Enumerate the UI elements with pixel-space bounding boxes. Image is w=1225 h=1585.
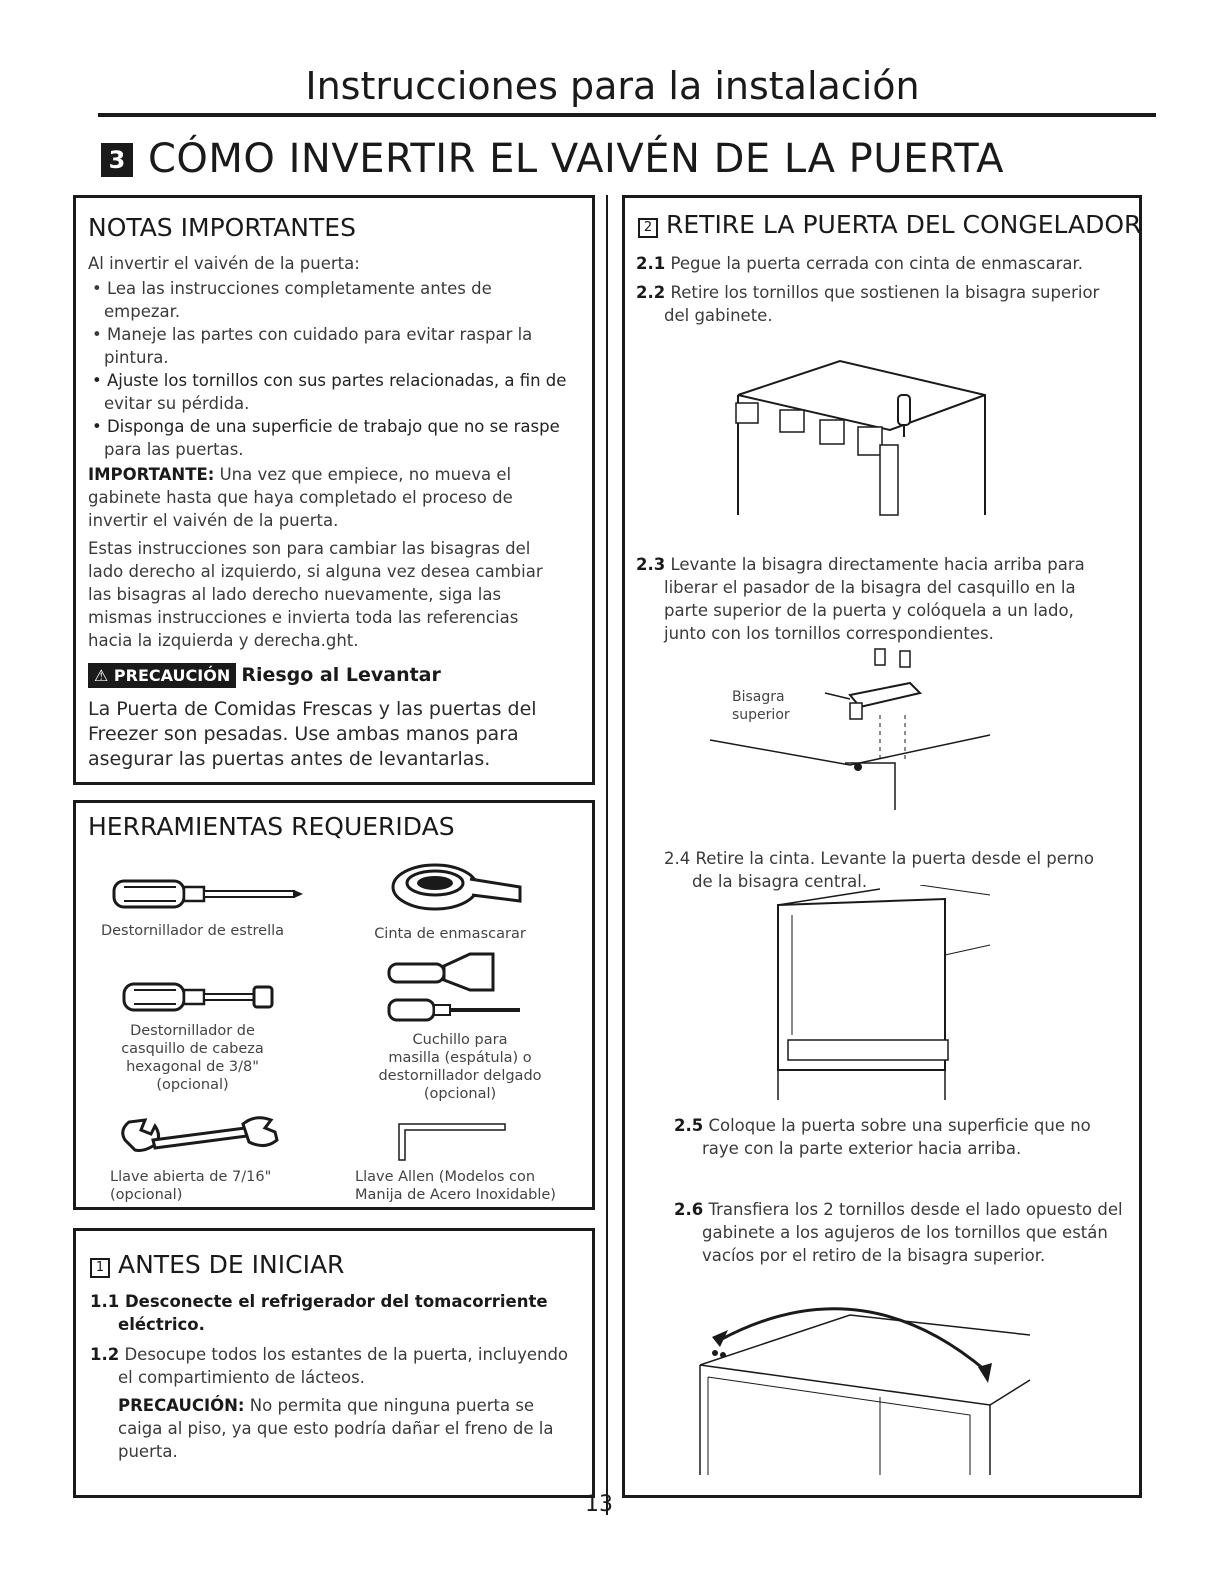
caution-title: Riesgo al Levantar xyxy=(241,664,441,686)
label-line: (opcional) xyxy=(423,1086,497,1102)
step-number-box: 1 xyxy=(90,1258,110,1278)
notas-bullet-line: empezar. xyxy=(104,302,181,321)
step-line: de la bisagra central. xyxy=(692,872,868,891)
door-lift-illustration xyxy=(770,885,1000,1100)
step-line: eléctrico. xyxy=(118,1315,205,1334)
step-1-1 xyxy=(90,1290,585,1336)
step-line: Desconecte el refrigerador del tomacorriente xyxy=(119,1292,548,1311)
step-line: raye con la parte exterior hacia arriba. xyxy=(702,1139,1022,1158)
notas-bullet-line: • Lea las instrucciones completamente antes de xyxy=(92,279,492,298)
hinge-label-line: superior xyxy=(732,707,790,723)
nut-driver-icon xyxy=(120,980,280,1016)
tool-label-putty xyxy=(340,1031,580,1103)
important-label: IMPORTANTE: xyxy=(88,465,215,484)
step-line: liberar el pasador de la bisagra del casquillo en la xyxy=(664,578,1076,597)
notas-bullet-line: • Disponga de una superficie de trabajo que no se raspe xyxy=(92,417,560,436)
section-number-badge: 3 xyxy=(101,143,133,177)
notas-bullet-line: para las puertas. xyxy=(104,440,244,459)
step-line: junto con los tornillos correspondientes. xyxy=(664,624,994,643)
notas-bullet-line: evitar su pérdida. xyxy=(104,394,250,413)
tool-label-allen xyxy=(355,1168,585,1204)
header-rule xyxy=(98,113,1156,117)
prec-line: puerta. xyxy=(118,1442,178,1461)
step-2-6 xyxy=(674,1198,1134,1267)
open-wrench-icon xyxy=(115,1110,285,1160)
step-line: el compartimiento de lácteos. xyxy=(118,1368,365,1387)
step-2-1 xyxy=(636,252,1131,275)
caution-line: La Puerta de Comidas Frescas y las puertas del xyxy=(88,698,537,720)
tool-label-wrench xyxy=(110,1168,310,1204)
notas-important xyxy=(88,463,588,532)
para-line: hacia la izquierda y derecha.ght. xyxy=(88,631,359,650)
caution-badge-text: PRECAUCIÓN xyxy=(113,666,231,685)
notas-bullet-list xyxy=(88,277,588,461)
step-line: 2.4 Retire la cinta. Levante la puerta desde el perno xyxy=(664,849,1094,868)
antes-title-text: ANTES DE INICIAR xyxy=(118,1250,345,1279)
step-line: gabinete a los agujeros de los tornillos que están xyxy=(702,1223,1108,1242)
label-line: hexagonal de 3/8" xyxy=(126,1059,259,1075)
step-number: 2.3 xyxy=(636,555,666,574)
phillips-screwdriver-icon xyxy=(110,875,305,915)
step-line: Levante la bisagra directamente hacia arriba para xyxy=(665,555,1085,574)
label-line: Llave abierta de 7/16" xyxy=(110,1169,272,1185)
retire-title xyxy=(638,210,1141,239)
para-line: mismas instrucciones e invierta toda las referencias xyxy=(88,608,519,627)
notas-paragraph xyxy=(88,537,588,652)
retire-title-text: RETIRE LA PUERTA DEL CONGELADOR xyxy=(666,210,1142,239)
step-line: vacíos por el retiro de la bisagra superior. xyxy=(702,1246,1046,1265)
label-line: destornillador delgado xyxy=(378,1068,542,1084)
column-divider xyxy=(606,195,608,1515)
notas-intro: Al invertir el vaivén de la puerta: xyxy=(88,254,360,273)
hinge-lift-illustration xyxy=(700,645,1000,810)
para-line: Estas instrucciones son para cambiar las bisagras del xyxy=(88,539,531,558)
putty-knife-icon xyxy=(385,950,535,1030)
allen-key-icon xyxy=(395,1120,510,1165)
notas-title: NOTAS IMPORTANTES xyxy=(88,213,356,242)
step-line: Coloque la puerta sobre una superficie que no xyxy=(703,1116,1091,1135)
notas-bullet-line: pintura. xyxy=(104,348,169,367)
important-line: gabinete hasta que haya completado el proceso de xyxy=(88,488,513,507)
step-line: Desocupe todos los estantes de la puerta, incluyendo xyxy=(119,1345,569,1364)
step-2-3 xyxy=(636,553,1131,645)
tool-label-tape: Cinta de enmascarar xyxy=(374,926,526,942)
tool-label-nutdriver xyxy=(80,1022,305,1094)
prec-line: No permita que ninguna puerta se xyxy=(244,1396,535,1415)
caution-text xyxy=(88,697,588,772)
label-line: Destornillador de xyxy=(130,1023,255,1039)
step-number: 2.2 xyxy=(636,283,666,302)
label-line: Llave Allen (Modelos con xyxy=(355,1169,536,1185)
caution-line: Freezer son pesadas. Use ambas manos para xyxy=(88,723,519,745)
hinge-label xyxy=(732,688,812,724)
notas-bullet-line: • Ajuste los tornillos con sus partes relacionadas, a fin de xyxy=(92,371,567,390)
notas-bullet-line: • Maneje las partes con cuidado para evitar raspar la xyxy=(92,325,533,344)
step-line: del gabinete. xyxy=(664,306,773,325)
hinge-tape-illustration xyxy=(730,355,990,525)
label-line: casquillo de cabeza xyxy=(121,1041,264,1057)
step-number: 2.1 xyxy=(636,254,666,273)
section-title: CÓMO INVERTIR EL VAIVÉN DE LA PUERTA xyxy=(148,136,1004,182)
tool-label-phillips: Destornillador de estrella xyxy=(100,923,285,939)
caution-badge: ⚠ PRECAUCIÓN xyxy=(88,663,236,688)
caution-row xyxy=(88,664,441,686)
para-line: lado derecho al izquierdo, si alguna vez desea cambiar xyxy=(88,562,543,581)
step-number: 1.1 xyxy=(90,1292,120,1311)
step-number: 2.6 xyxy=(674,1200,704,1219)
important-line: Una vez que empiece, no mueva el xyxy=(214,465,512,484)
label-line: Manija de Acero Inoxidable) xyxy=(355,1187,556,1203)
prec-label: PRECAUCIÓN: xyxy=(118,1396,245,1415)
label-line: Cuchillo para xyxy=(412,1032,508,1048)
para-line: las bisagras al lado derecho nuevamente, siga las xyxy=(88,585,502,604)
step-line: parte superior de la puerta y colóquela a un lado, xyxy=(664,601,1074,620)
step-2-2 xyxy=(636,281,1131,327)
masking-tape-icon xyxy=(380,857,530,917)
antes-title xyxy=(90,1250,344,1279)
transfer-screws-illustration xyxy=(690,1285,1040,1475)
herramientas-title: HERRAMIENTAS REQUERIDAS xyxy=(88,812,455,841)
step-text: Pegue la puerta cerrada con cinta de enmascarar. xyxy=(665,254,1084,273)
label-line: (opcional) xyxy=(110,1187,183,1203)
step-2-5 xyxy=(674,1114,1134,1160)
hinge-label-line: Bisagra xyxy=(732,689,785,705)
caution-line: asegurar las puertas antes de levantarlas. xyxy=(88,748,491,770)
step-number-box: 2 xyxy=(638,218,658,238)
prec-line: caiga al piso, ya que esto podría dañar el freno de la xyxy=(118,1419,554,1438)
precaucion-note xyxy=(118,1394,588,1463)
label-line: (opcional) xyxy=(156,1077,229,1093)
step-1-2 xyxy=(90,1343,585,1389)
page-number: 13 xyxy=(585,1492,613,1517)
label-line: masilla (espátula) o xyxy=(388,1050,532,1066)
step-line: Transfiera los 2 tornillos desde el lado opuesto del xyxy=(703,1200,1123,1219)
step-number: 1.2 xyxy=(90,1345,120,1364)
step-number: 2.5 xyxy=(674,1116,704,1135)
page-header-title: Instrucciones para la instalación xyxy=(305,64,920,108)
step-line: Retire los tornillos que sostienen la bisagra superior xyxy=(665,283,1100,302)
important-line: invertir el vaivén de la puerta. xyxy=(88,511,339,530)
